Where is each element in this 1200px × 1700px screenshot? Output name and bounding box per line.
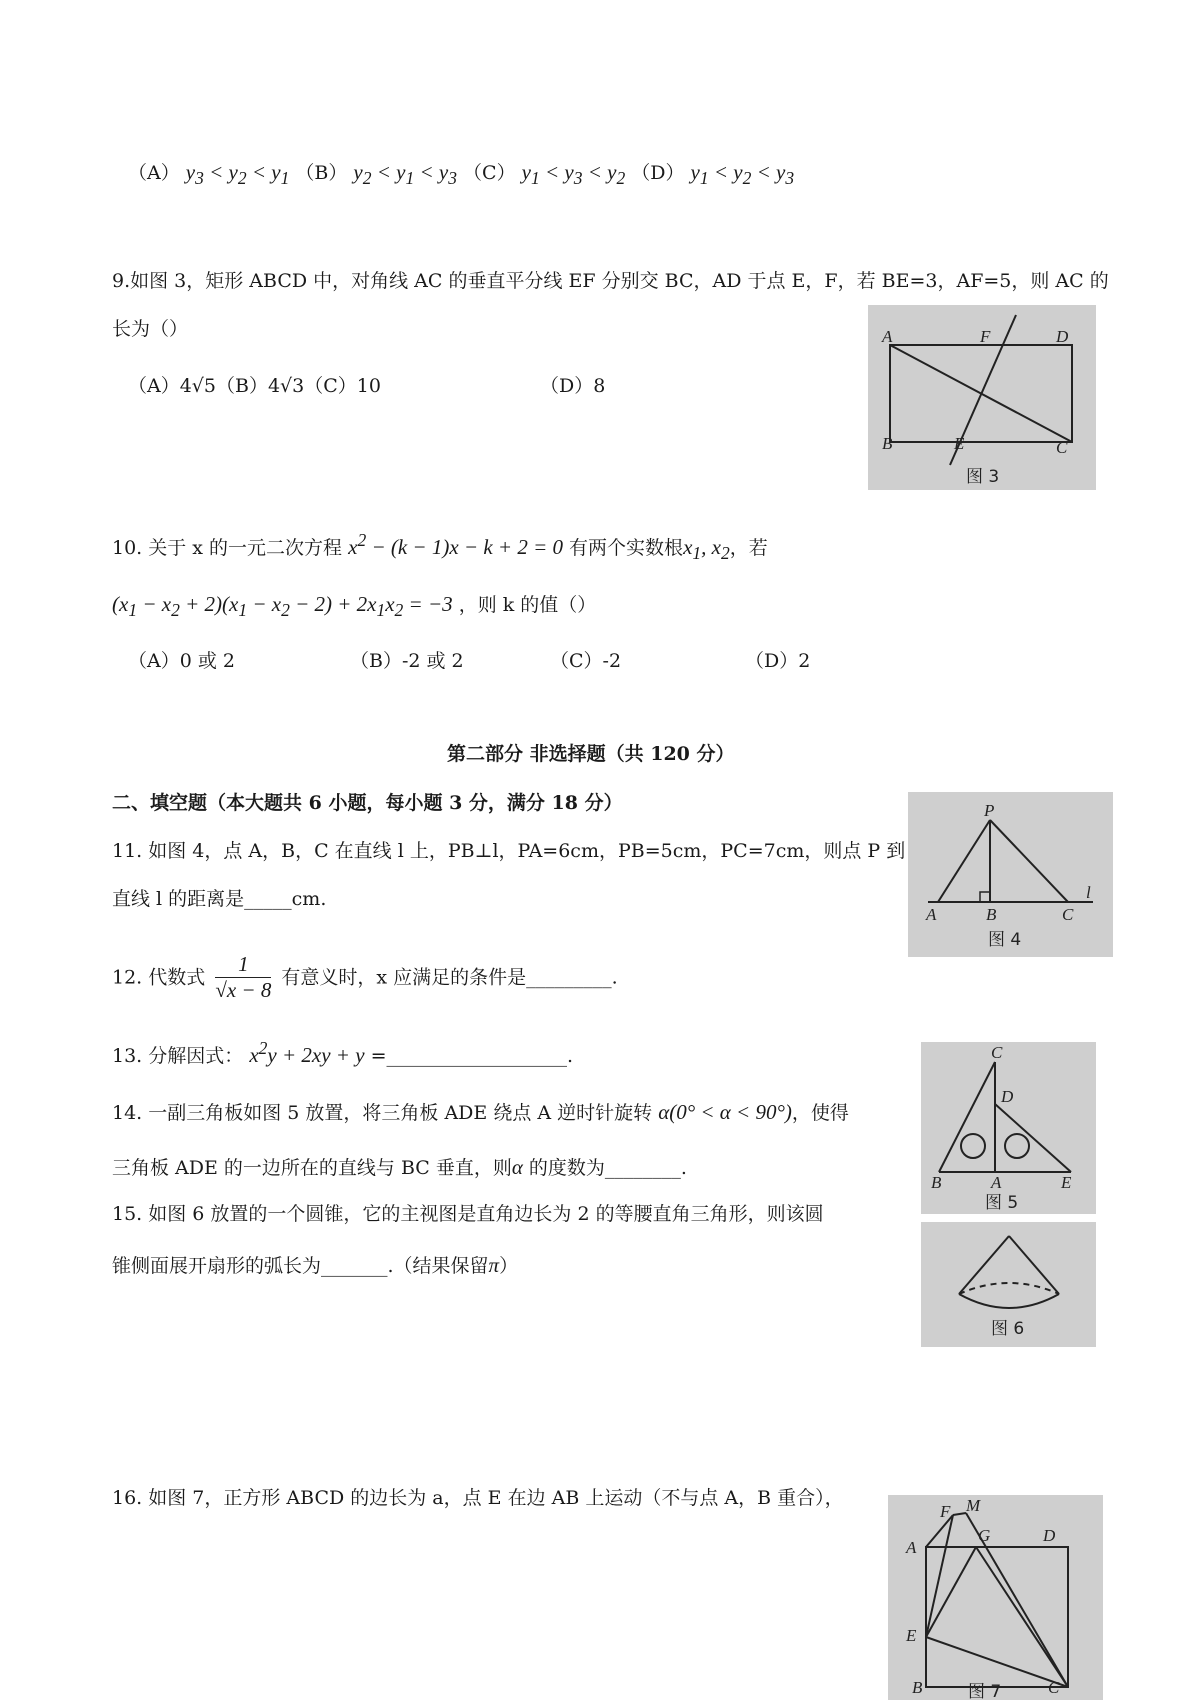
fig4-caption: 图 4 <box>988 930 1022 950</box>
part2-title: 第二部分 非选择题（共 120 分） <box>447 743 735 765</box>
q14-line1: 14. 一副三角板如图 5 放置，将三角板 ADE 绕点 A 逆时针旋转 α(0° < α < 90°)，使得 <box>112 1100 849 1124</box>
fig3-label-a: A <box>882 327 893 346</box>
fig6-caption: 图 6 <box>991 1319 1025 1339</box>
fig4-label-c: C <box>1062 905 1074 924</box>
q11-line1: 11. 如图 4，点 A，B，C 在直线 l 上，PB⊥l，PA=6cm，PB=5cm，PC=7cm，则点 P 到 <box>112 840 906 862</box>
fig7-label-m: M <box>966 1496 981 1515</box>
fig7-label-e: E <box>906 1626 917 1645</box>
figure-7 <box>888 1495 1103 1700</box>
fig5-label-e: E <box>1061 1173 1072 1192</box>
section-title: 二、填空题（本大题共 6 小题，每小题 3 分，满分 18 分） <box>112 792 623 814</box>
q8-options: （A） $y_3 < y_2 < y_1$ （B） $y_2 < y_1 < y_3$ （C） $y_1 < y_3 < y_2$ （D） $y_1 < y_2 < y_3$ <box>128 160 795 189</box>
q16-line: 16. 如图 7，正方形 ABCD 的边长为 a，点 E 在边 AB 上运动（不与点 A，B 重合）， <box>112 1487 844 1509</box>
fig7-label-c: C <box>1048 1678 1060 1697</box>
fig5-label-c: C <box>991 1043 1003 1062</box>
fig4-label-l: l <box>1086 883 1091 902</box>
fig3-caption: 图 3 <box>966 467 1000 487</box>
figure-3 <box>868 305 1096 490</box>
q15-line2: 锥侧面展开扇形的弧长为_______.（结果保留π） <box>112 1253 519 1277</box>
fig7-label-g: G <box>978 1526 991 1545</box>
q10-option-d: （D）2 <box>745 650 811 672</box>
q10-option-a: （A）0 或 2 <box>128 650 235 672</box>
fig4-label-b: B <box>986 905 997 924</box>
q14-line2: 三角板 ADE 的一边所在的直线与 BC 垂直，则α 的度数为________. <box>112 1155 687 1179</box>
q9-line1: 9.如图 3，矩形 ABCD 中，对角线 AC 的垂直平分线 EF 分别交 BC，AD 于点 E，F，若 BE=3，AF=5，则 AC 的 <box>112 270 1109 292</box>
fig3-label-b: B <box>882 434 893 453</box>
fig7-label-d: D <box>1043 1526 1056 1545</box>
fig7-label-f: F <box>940 1502 951 1521</box>
q10-line1: 10. 关于 x 的一元二次方程 $x^2 - (k - 1)x - k + 2 = 0$ 有两个实数根$x_1$, $x_2$，若 <box>112 530 768 564</box>
figure-5 <box>921 1042 1096 1214</box>
q9-line2: 长为（） <box>112 318 189 340</box>
q9-option-d: （D）8 <box>540 375 606 397</box>
fig3-label-e: E <box>954 434 965 453</box>
figure-6 <box>921 1222 1096 1347</box>
q10-line2: $(x_1 - x_2 + 2)(x_1 - x_2 - 2) + 2x_1x_2 = -3$ ，则 k 的值（） <box>112 592 597 621</box>
fig7-label-a: A <box>906 1538 917 1557</box>
q10-option-c: （C）-2 <box>550 650 622 672</box>
figure-4 <box>908 792 1113 957</box>
fig5-label-d: D <box>1001 1087 1014 1106</box>
fig3-label-c: C <box>1056 438 1068 457</box>
q12-line: 12. 代数式 $\frac{1}{√x - 8}$ 有意义时，x 应满足的条件是_________. <box>112 952 618 1003</box>
q10-option-b: （B）-2 或 2 <box>350 650 464 672</box>
fig3-label-f: F <box>980 327 991 346</box>
fig5-label-a: A <box>991 1173 1002 1192</box>
fig5-label-b: B <box>931 1173 942 1192</box>
q11-line2: 直线 l 的距离是_____cm. <box>112 888 327 910</box>
q15-line1: 15. 如图 6 放置的一个圆锥，它的主视图是直角边长为 2 的等腰直角三角形，则该圆 <box>112 1203 824 1225</box>
fig7-caption: 图 7 <box>968 1682 1002 1700</box>
fig4-label-p: P <box>984 801 995 820</box>
fig3-label-d: D <box>1056 327 1069 346</box>
fig4-label-a: A <box>926 905 937 924</box>
fig5-caption: 图 5 <box>985 1193 1019 1213</box>
fig7-label-b: B <box>912 1678 923 1697</box>
q13-line: 13. 分解因式： $x^2y + 2xy + y$ =___________________. <box>112 1038 574 1067</box>
q9-option-a-b-c: （A）4√5（B）4√3（C）10 <box>128 375 381 397</box>
